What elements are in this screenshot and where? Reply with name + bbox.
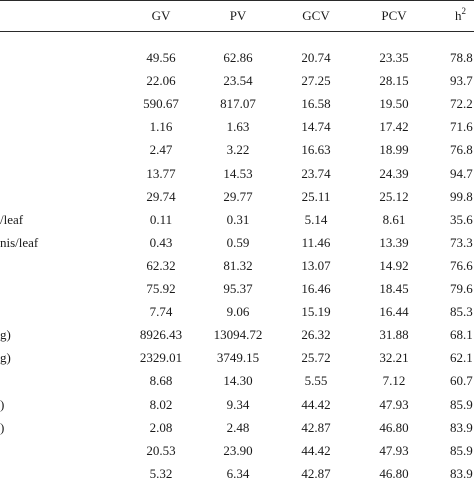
cell-gv: 8.68 bbox=[149, 373, 173, 388]
cell-pv: 14.53 bbox=[223, 166, 253, 181]
cell-h2: 68.1 bbox=[450, 327, 473, 342]
header-pv: PV bbox=[229, 8, 247, 23]
cell-pv: 62.86 bbox=[223, 50, 253, 65]
cell-pv: 6.34 bbox=[226, 466, 250, 481]
cell-h2: 71.6 bbox=[450, 119, 473, 134]
header-gv: GV bbox=[151, 8, 171, 23]
cell-gv: 75.92 bbox=[146, 281, 176, 296]
cell-gv: 5.32 bbox=[149, 466, 173, 481]
row-label: ) bbox=[0, 397, 5, 412]
cell-gv: 2329.01 bbox=[139, 350, 183, 365]
cell-pcv: 25.12 bbox=[379, 189, 409, 204]
cell-h2: 76.6 bbox=[450, 258, 473, 273]
cell-pcv: 18.45 bbox=[379, 281, 409, 296]
cell-gcv: 5.55 bbox=[304, 373, 328, 388]
cell-pcv: 47.93 bbox=[379, 397, 409, 412]
cell-pcv: 32.21 bbox=[379, 350, 409, 365]
cell-gcv: 26.32 bbox=[301, 327, 331, 342]
cell-gcv: 44.42 bbox=[301, 443, 331, 458]
cell-gv: 29.74 bbox=[146, 189, 176, 204]
cell-h2: 85.9 bbox=[450, 397, 473, 412]
cell-pv: 3749.15 bbox=[216, 350, 260, 365]
cell-gcv: 16.63 bbox=[301, 142, 331, 157]
cell-gcv: 27.25 bbox=[301, 73, 331, 88]
cell-gcv: 15.19 bbox=[301, 304, 331, 319]
cell-h2: 60.7 bbox=[450, 373, 473, 388]
cell-pv: 1.63 bbox=[226, 119, 250, 134]
row-label: /leaf bbox=[0, 212, 24, 227]
cell-pcv: 13.39 bbox=[379, 235, 409, 250]
cell-pcv: 17.42 bbox=[379, 119, 409, 134]
cell-gv: 8.02 bbox=[149, 397, 173, 412]
cell-pcv: 23.35 bbox=[379, 50, 409, 65]
cell-gcv: 16.58 bbox=[301, 96, 331, 111]
cell-gv: 0.11 bbox=[149, 212, 173, 227]
cell-pv: 23.54 bbox=[223, 73, 253, 88]
cell-gcv: 25.11 bbox=[301, 189, 331, 204]
cell-gv: 13.77 bbox=[146, 166, 176, 181]
header-gcv: GCV bbox=[302, 8, 330, 23]
cell-h2: 73.3 bbox=[450, 235, 473, 250]
cell-pv: 81.32 bbox=[223, 258, 253, 273]
header-h2 bbox=[455, 8, 466, 23]
cell-gcv: 20.74 bbox=[301, 50, 331, 65]
cell-h2: 99.8 bbox=[450, 189, 473, 204]
cell-h2: 62.1 bbox=[450, 350, 473, 365]
cell-gv: 0.43 bbox=[149, 235, 173, 250]
cell-gv: 590.67 bbox=[143, 96, 179, 111]
cell-pcv: 46.80 bbox=[379, 466, 409, 481]
cell-pv: 29.77 bbox=[223, 189, 253, 204]
cell-pv: 14.30 bbox=[223, 373, 253, 388]
cell-h2: 93.7 bbox=[450, 73, 473, 88]
cell-pv: 13094.72 bbox=[213, 327, 263, 342]
cell-gv: 7.74 bbox=[149, 304, 173, 319]
row-label: ) bbox=[0, 420, 5, 435]
cell-gcv: 25.72 bbox=[301, 350, 331, 365]
cell-gcv: 42.87 bbox=[301, 420, 331, 435]
cell-pv: 0.31 bbox=[226, 212, 250, 227]
row-label: g) bbox=[0, 350, 11, 365]
cell-pcv: 7.12 bbox=[382, 373, 406, 388]
row-label: nis/leaf bbox=[0, 235, 39, 250]
cell-gv: 2.08 bbox=[149, 420, 173, 435]
table-header-rule bbox=[0, 31, 474, 32]
cell-pv: 2.48 bbox=[226, 420, 250, 435]
cell-gcv: 13.07 bbox=[301, 258, 331, 273]
cell-pcv: 19.50 bbox=[379, 96, 409, 111]
header-h2-letter: h bbox=[455, 8, 462, 23]
cell-pcv: 31.88 bbox=[379, 327, 409, 342]
cell-gcv: 42.87 bbox=[301, 466, 331, 481]
cell-pcv: 18.99 bbox=[379, 142, 409, 157]
cell-gcv: 23.74 bbox=[301, 166, 331, 181]
cell-pv: 3.22 bbox=[226, 142, 250, 157]
cell-h2: 94.7 bbox=[450, 166, 473, 181]
cell-pcv: 24.39 bbox=[379, 166, 409, 181]
cell-pcv: 14.92 bbox=[379, 258, 409, 273]
cell-pv: 9.34 bbox=[226, 397, 250, 412]
cell-pcv: 46.80 bbox=[379, 420, 409, 435]
cell-pv: 9.06 bbox=[226, 304, 250, 319]
cell-h2: 85.9 bbox=[450, 443, 473, 458]
cell-pv: 95.37 bbox=[223, 281, 253, 296]
cell-h2: 79.6 bbox=[450, 281, 473, 296]
header-h2-superscript: 2 bbox=[461, 6, 466, 16]
cell-pv: 23.90 bbox=[223, 443, 253, 458]
row-label: g) bbox=[0, 327, 11, 342]
cell-gv: 8926.43 bbox=[139, 327, 183, 342]
cell-gv: 49.56 bbox=[146, 50, 176, 65]
cell-gcv: 14.74 bbox=[301, 119, 331, 134]
cell-h2: 76.8 bbox=[450, 142, 473, 157]
cell-pcv: 28.15 bbox=[379, 73, 409, 88]
cell-pcv: 16.44 bbox=[379, 304, 409, 319]
cell-h2: 72.2 bbox=[450, 96, 473, 111]
table-top-rule bbox=[0, 0, 474, 1]
cell-pcv: 47.93 bbox=[379, 443, 409, 458]
cell-gcv: 44.42 bbox=[301, 397, 331, 412]
cell-h2: 83.9 bbox=[450, 466, 473, 481]
cell-gcv: 16.46 bbox=[301, 281, 331, 296]
cell-gv: 1.16 bbox=[149, 119, 173, 134]
cell-gv: 2.47 bbox=[149, 142, 173, 157]
cell-pv: 0.59 bbox=[226, 235, 250, 250]
cell-gv: 20.53 bbox=[146, 443, 176, 458]
header-pcv: PCV bbox=[381, 8, 407, 23]
cell-h2: 83.9 bbox=[450, 420, 473, 435]
cell-pcv: 8.61 bbox=[382, 212, 406, 227]
cell-gcv: 5.14 bbox=[304, 212, 328, 227]
cell-gv: 62.32 bbox=[146, 258, 176, 273]
cell-h2: 78.8 bbox=[450, 50, 473, 65]
cell-h2: 35.6 bbox=[450, 212, 473, 227]
cell-h2: 85.3 bbox=[450, 304, 473, 319]
cell-gcv: 11.46 bbox=[301, 235, 331, 250]
cell-pv: 817.07 bbox=[220, 96, 256, 111]
cell-gv: 22.06 bbox=[146, 73, 176, 88]
